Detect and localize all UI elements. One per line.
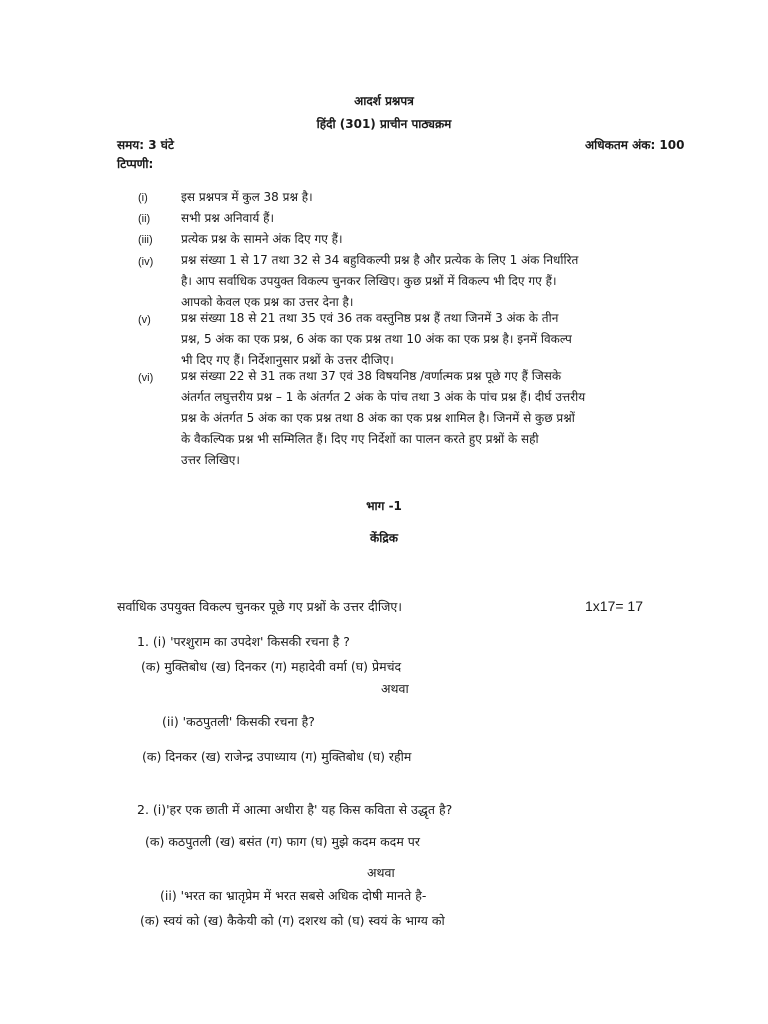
question-2-i-options: (क) कठपुतली (ख) बसंत (ग) फाग (घ) मुझे कदम कदम पर	[145, 834, 420, 849]
instruction-line: भी दिए गए हैं। निर्देशानुसार प्रश्नों के उत्तर दीजिए।	[181, 353, 394, 367]
instruction-line: सभी प्रश्न अनिवार्य हैं।	[181, 211, 275, 225]
question-1-i-options: (क) मुक्तिबोध (ख) दिनकर (ग) महादेवी वर्मा (घ) प्रेमचंद	[141, 659, 402, 674]
instruction-line: प्रश्न संख्या 22 से 31 तक तथा 37 एवं 38 विषयनिष्ठ /वर्णात्मक प्रश्न पूछे गए हैं जिसके	[181, 369, 562, 383]
instruction-number: (vi)	[138, 372, 154, 384]
instruction-line: प्रश्न के अंतर्गत 5 अंक का एक प्रश्न तथा 8 अंक का एक प्रश्न शामिल है। जिनमें से कुछ प्रश्नों	[181, 411, 575, 425]
instruction-number: (i)	[138, 192, 148, 204]
note-label: टिप्पणी:	[117, 157, 154, 171]
instruction-text	[181, 308, 572, 371]
instruction-line: प्रत्येक प्रश्न के सामने अंक दिए गए हैं।	[181, 232, 343, 246]
instruction-line: प्रश्न संख्या 18 से 21 तथा 35 एवं 36 तक वस्तुनिष्ठ प्रश्न हैं तथा जिनमें 3 अंक के तीन	[181, 311, 559, 325]
question-1-i: 1. (i) 'परशुराम का उपदेश' किसकी रचना है ?	[137, 634, 350, 649]
instruction-text	[181, 229, 343, 250]
question-1-ii-options: (क) दिनकर (ख) राजेन्द्र उपाध्याय (ग) मुक्तिबोध (घ) रहीम	[142, 749, 412, 764]
paper-subject: हिंदी (301) प्राचीन पाठ्यक्रम	[316, 117, 452, 131]
question-2-ii-options: (क) स्वयं को (ख) कैकेयी को (ग) दशरथ को (घ) स्वयं के भाग्य को	[140, 913, 445, 928]
instruction-text	[181, 208, 274, 229]
instruction-line: आपको केवल एक प्रश्न का उत्तर देना है।	[181, 295, 354, 309]
instruction-line: इस प्रश्नपत्र में कुल 38 प्रश्न है।	[181, 190, 313, 204]
question-2-ii: (ii) 'भरत का भ्रातृप्रेम में भरत सबसे अधिक दोषी मानते है-	[160, 888, 427, 903]
instruction-line: प्रश्न, 5 अंक का एक प्रश्न, 6 अंक का एक प्रश्न तथा 10 अंक का एक प्रश्न है। इनमें विकल्प	[181, 332, 572, 346]
or-label: अथवा	[367, 865, 395, 880]
instruction-text	[181, 187, 313, 208]
instruction-number: (iii)	[138, 234, 153, 246]
mcq-marks: 1x17= 17	[585, 598, 643, 614]
time-label: समय: 3 घंटे	[117, 138, 174, 152]
section-part: भाग -1	[366, 499, 402, 513]
paper-title: आदर्श प्रश्नपत्र	[354, 94, 414, 108]
instruction-line: उत्तर लिखिए।	[181, 453, 240, 467]
section-name: केंद्रिक	[370, 531, 398, 545]
instruction-number: (iv)	[138, 256, 154, 268]
instruction-line: अंतर्गत लघुत्तरीय प्रश्न – 1 के अंतर्गत 2 अंक के पांच तथा 3 अंक के पांच प्रश्न हैं। दीर्घ उत्तरीय	[181, 390, 586, 404]
instruction-text	[181, 366, 585, 471]
instruction-number: (v)	[138, 314, 151, 326]
max-marks-label: अधिकतम अंक: 100	[585, 138, 685, 152]
mcq-instruction: सर्वाधिक उपयुक्त विकल्प चुनकर पूछे गए प्रश्नों के उत्तर दीजिए।	[117, 599, 403, 614]
instruction-line: है। आप सर्वाधिक उपयुक्त विकल्प चुनकर लिखिए। कुछ प्रश्नों में विकल्प भी दिए गए हैं।	[181, 274, 557, 288]
question-1-ii: (ii) 'कठपुतली' किसकी रचना है?	[162, 714, 315, 729]
instruction-line: के वैकल्पिक प्रश्न भी सम्मिलित हैं। दिए गए निर्देशों का पालन करते हुए प्रश्नों के सही	[181, 432, 539, 446]
instruction-number: (ii)	[138, 213, 151, 225]
or-label: अथवा	[381, 681, 409, 696]
question-2-i: 2. (i)'हर एक छाती में आत्मा अधीरा है' यह किस कविता से उद्धृत है?	[137, 802, 453, 817]
instruction-text	[181, 250, 578, 313]
instruction-line: प्रश्न संख्या 1 से 17 तथा 32 से 34 बहुविकल्पी प्रश्न है और प्रत्येक के लिए 1 अंक निर्धारित	[181, 253, 579, 267]
